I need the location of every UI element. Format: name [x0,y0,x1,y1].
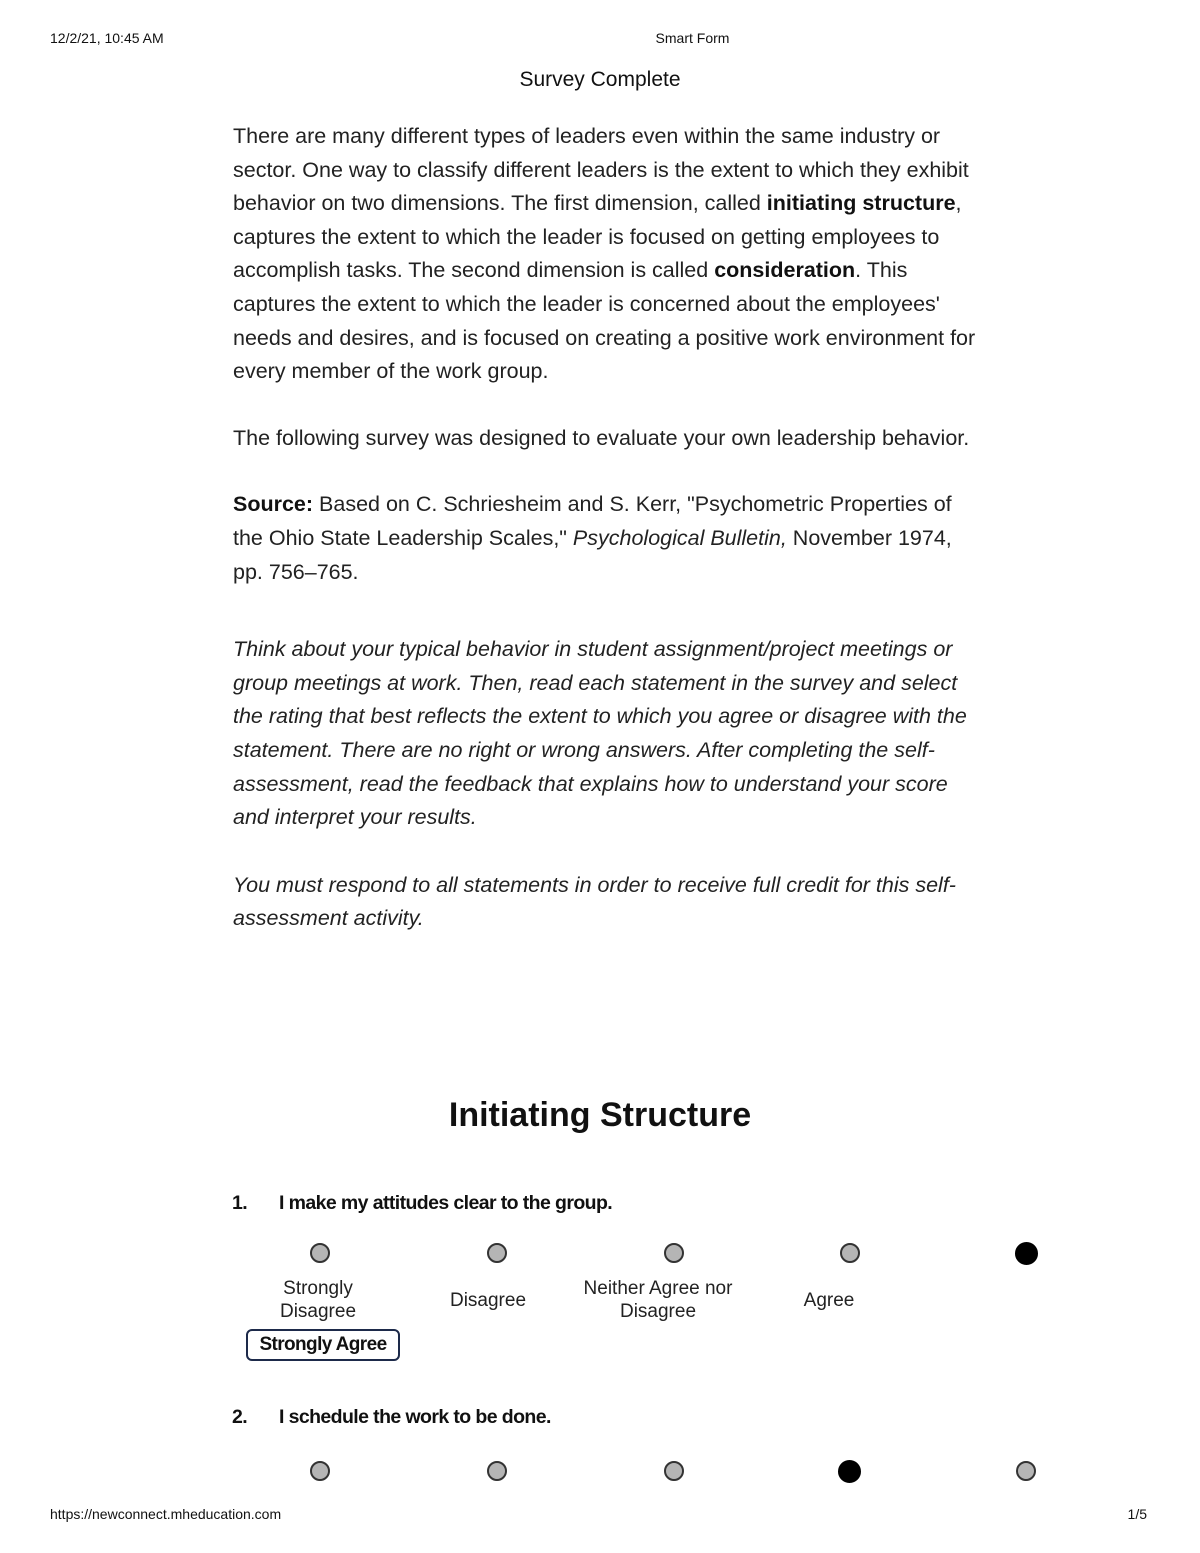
q1-radio-neither[interactable] [664,1243,684,1263]
term-consideration: consideration [714,258,856,283]
print-datetime: 12/2/21, 10:45 AM [50,30,164,46]
question-number: 2. [232,1406,248,1428]
print-title: Smart Form [655,30,730,46]
source-journal: Psychological Bulletin, [572,525,787,550]
question-2 [232,1406,1052,1429]
question-text: I make my attitudes clear to the group. [279,1192,613,1214]
q1-radio-strongly-disagree[interactable] [310,1243,330,1263]
q2-radio-strongly-disagree[interactable] [310,1461,330,1481]
source-label: Source: [233,492,314,517]
q1-radio-disagree[interactable] [487,1243,507,1263]
selected-answer-badge: Strongly Agree [246,1329,400,1361]
q1-radio-strongly-agree[interactable] [1015,1242,1038,1265]
intro-text-3: . This captures the extent to which the leader is concerned about the employees' needs and desires, and is focused on creating a positive work environment for every member of the work group. [233,258,976,384]
scale-label-strongly-disagree: Strongly Disagree [279,1278,357,1322]
intro-text-2: , captures the extent to which the leader is focused on getting employees to accomplish tasks. The second dimension is called [233,191,962,283]
q2-radio-agree[interactable] [838,1460,861,1483]
source-text: Based on C. Schriesheim and S. Kerr, "Psychometric Properties of the Ohio State Leadership Scales," [233,492,952,550]
intro-content [233,120,978,936]
survey-title: Survey Complete [519,68,681,91]
print-url[interactable]: https://newconnect.mheducation.com [50,1506,282,1522]
intro-paragraph [233,120,978,389]
source-citation [233,488,978,589]
scale-label-disagree: Disagree [449,1290,527,1311]
q2-radio-disagree[interactable] [487,1461,507,1481]
question-1 [232,1192,1052,1215]
q2-radio-neither[interactable] [664,1461,684,1481]
section-title: Initiating Structure [448,1096,752,1134]
term-initiating-structure: initiating structure [766,191,956,216]
print-page-number: 1/5 [1127,1506,1147,1522]
q1-radio-agree[interactable] [840,1243,860,1263]
q2-radio-strongly-agree[interactable] [1016,1461,1036,1481]
scale-label-neither: Neither Agree nor Disagree [583,1278,733,1322]
survey-purpose: The following survey was designed to evaluate your own leadership behavior. [233,425,970,450]
question-text: I schedule the work to be done. [279,1406,551,1428]
scale-label-agree: Agree [803,1290,855,1311]
source-details: November 1974, pp. 756–765. [233,525,952,584]
question-number: 1. [232,1192,248,1214]
credit-note: You must respond to all statements in order to receive full credit for this self-assessment activity. [233,872,956,931]
instructions: Think about your typical behavior in student assignment/project meetings or group meetings at work. Then, read each statement in the survey and select the rating that best reflects the extent to which you agree or disagree with the statement. There are no right or wrong answers. After completing the self-assessment, read the feedback that explains how to understand your score and interpret your results. [233,637,967,830]
intro-text-1: There are many different types of leaders even within the same industry or sector. One way to classify different leaders is the extent to which they exhibit behavior on two dimensions. The first dimension, called [233,124,969,216]
